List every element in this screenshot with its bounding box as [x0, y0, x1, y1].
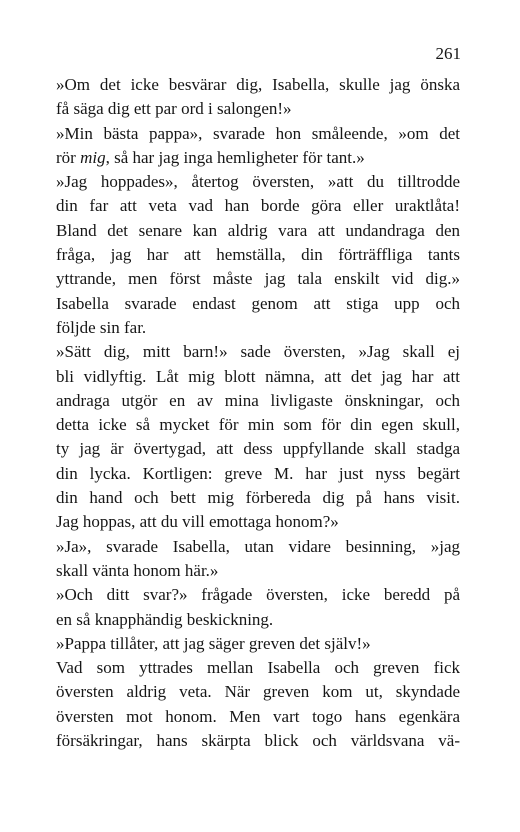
text-line: »Jag hoppades», återtog översten, »att du tilltrodde [56, 172, 460, 192]
text-line: översten mot honom. Men vart togo hans egenkära [56, 706, 460, 726]
text-line: följde sin far. [56, 317, 147, 337]
text-line: få säga dig ett par ord i salongen!» [56, 99, 292, 119]
text-line: »Pappa tillåter, att jag säger greven det själv!» [56, 633, 371, 653]
text-line: din far att veta vad han borde göra eller uraktlåta! [56, 196, 460, 216]
text-line: översten aldrig veta. När greven kom ut, skyndade [56, 682, 460, 702]
body-text [56, 73, 460, 753]
page-number: 261 [435, 44, 461, 63]
book-page [56, 0, 460, 832]
text-line: Isabella svarade endast genom att stiga upp och [56, 293, 460, 313]
text-line: bli vidlyftig. Låt mig blott nämna, att det jag har att [56, 366, 460, 386]
text-line: rör mig, så har jag inga hemligheter för tant.» [56, 147, 365, 167]
text-line: »Om det icke besvärar dig, Isabella, skulle jag önska [56, 75, 460, 94]
text-line: »Och ditt svar?» frågade översten, icke beredd på [56, 585, 460, 605]
text-line: »Sätt dig, mitt barn!» sade översten, »Jag skall ej [56, 342, 460, 362]
text-line: din lycka. Kortligen: greve M. har just nyss begärt [56, 463, 460, 483]
text-line: försäkringar, hans skärpta blick och världsvana vä- [56, 731, 460, 751]
text-line: »Min bästa pappa», svarade hon småleende, »om det [56, 123, 460, 143]
text-line: skall vänta honom här.» [56, 560, 219, 580]
text-line: Bland det senare kan aldrig vara att undandraga den [56, 220, 460, 240]
text-line: detta icke så mycket för min som för din egen skull, [56, 415, 460, 435]
text-line: »Ja», svarade Isabella, utan vidare besinning, »jag [56, 536, 460, 556]
text-line: en så knapphändig beskickning. [56, 609, 274, 629]
text-line: ty jag är övertygad, att dess uppfyllande skall stadga [56, 439, 460, 459]
text-line: fråga, jag har att hemställa, din förträffliga tants [56, 245, 460, 265]
text-line: Vad som yttrades mellan Isabella och greven fick [56, 658, 460, 678]
text-line: din hand och bett mig förbereda dig på hans visit. [56, 488, 460, 508]
text-line: yttrande, men först måste jag tala enskilt vid dig.» [56, 269, 460, 289]
text-line: andraga utgör en av mina livligaste önskningar, och [56, 390, 460, 410]
text-line: Jag hoppas, att du vill emottaga honom?» [56, 512, 339, 532]
